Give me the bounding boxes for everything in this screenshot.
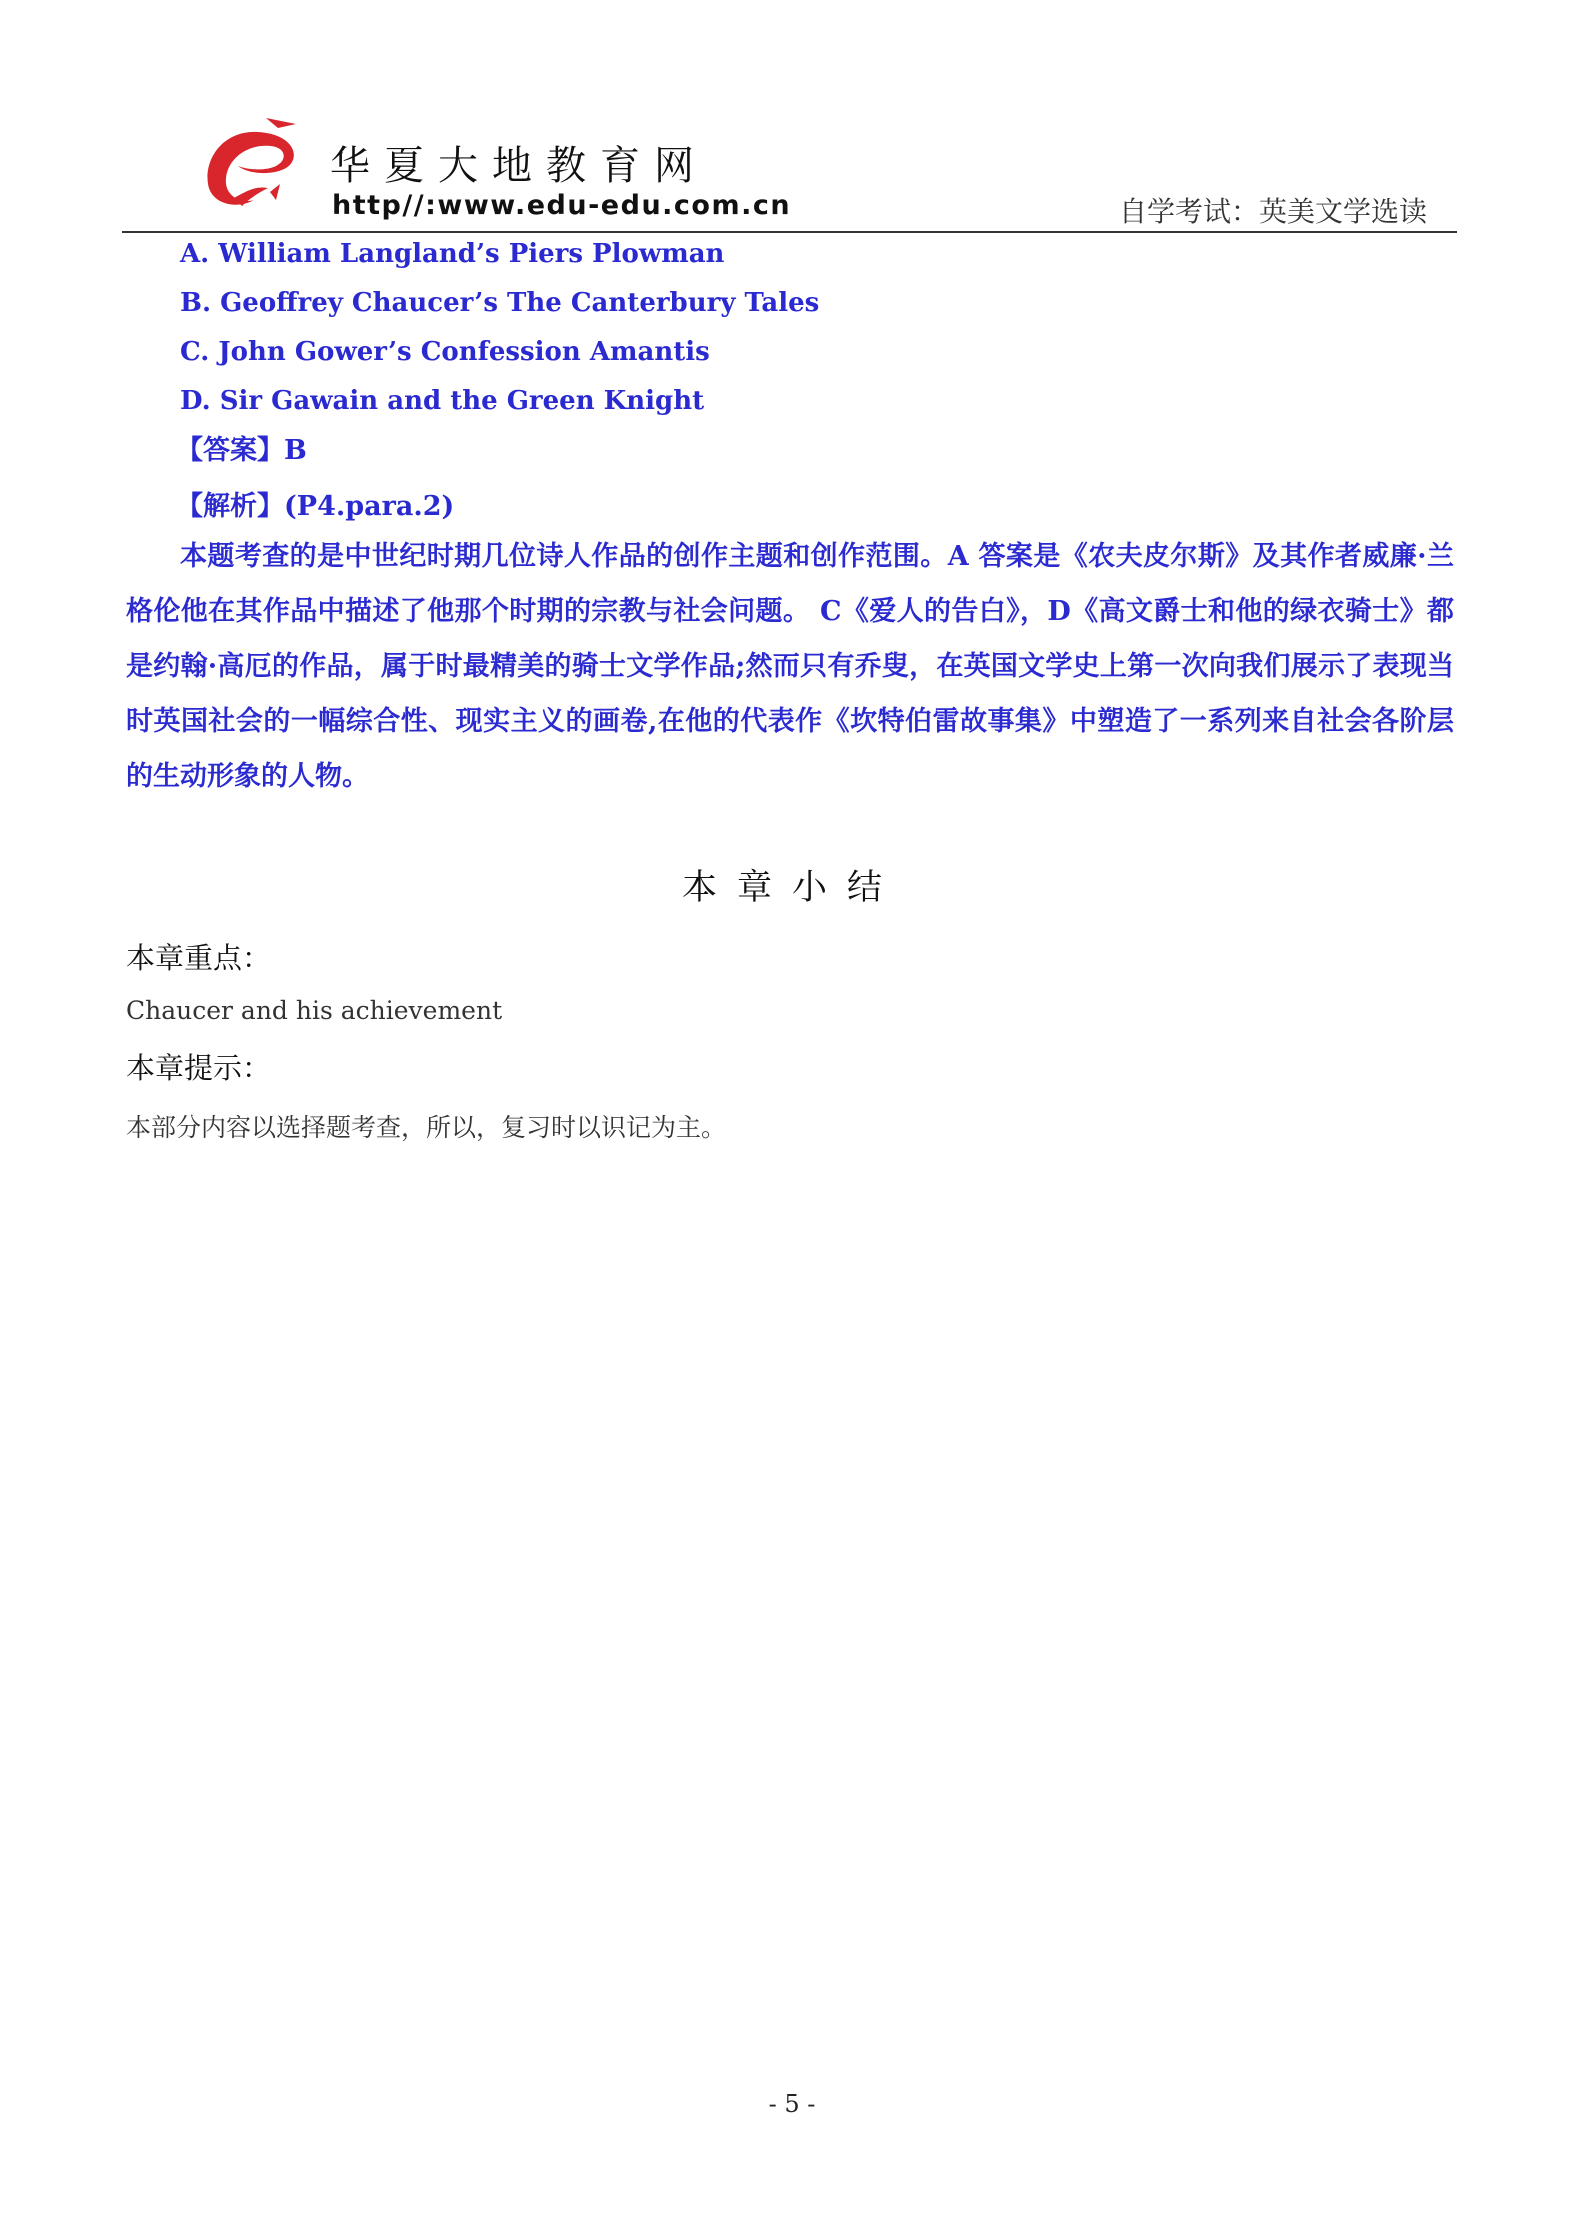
chapter-summary-title: 本章小结 xyxy=(681,868,902,908)
option-c: C. John Gower’s Confession Amantis xyxy=(180,337,710,367)
edu-edu-logo-icon xyxy=(196,114,314,214)
hints-text: 本部分内容以选择题考查，所以，复习时以识记为主。 xyxy=(126,1113,727,1142)
option-d: D. Sir Gawain and the Green Knight xyxy=(180,386,705,416)
answer-options xyxy=(180,230,1380,426)
hints-heading: 本章提示： xyxy=(126,1051,272,1085)
brand-url[interactable]: http//:www.edu-edu.com.cn xyxy=(332,190,792,221)
key-points-text: Chaucer and his achievement xyxy=(126,996,503,1025)
brand-name: 华夏大地教育网 xyxy=(330,143,708,189)
key-points-heading: 本章重点： xyxy=(126,941,272,975)
analysis-reference: 【解析】(P4.para.2) xyxy=(176,491,455,522)
course-title: 自学考试：英美文学选读 xyxy=(1118,195,1427,228)
option-b: B. Geoffrey Chaucer’s The Canterbury Tales xyxy=(180,288,820,318)
page-header xyxy=(122,100,1457,232)
page-number: - 5 - xyxy=(768,2090,816,2118)
option-a: A. William Langland’s Piers Plowman xyxy=(180,239,725,269)
explanation-paragraph: 本题考查的是中世纪时期几位诗人作品的创作主题和创作范围。A 答案是《农夫皮尔斯》及其作者威廉·兰格伦他在其作品中描述了他那个时期的宗教与社会问题。 C《爱人的告白》，D《高文爵士和他的绿衣骑士》都是约翰·高厄的作品，属于时最精美的骑士文学作品;然而只有乔叟，在英国文学史上第一次向我们展示了表现当时英国社会的一幅综合性、现实主义的画卷,在他的代表作《坎特伯雷故事集》中塑造了一系列来自社会各阶层的生动形象的人物。 xyxy=(126,541,1454,792)
answer-line: 【答案】B xyxy=(176,435,307,466)
